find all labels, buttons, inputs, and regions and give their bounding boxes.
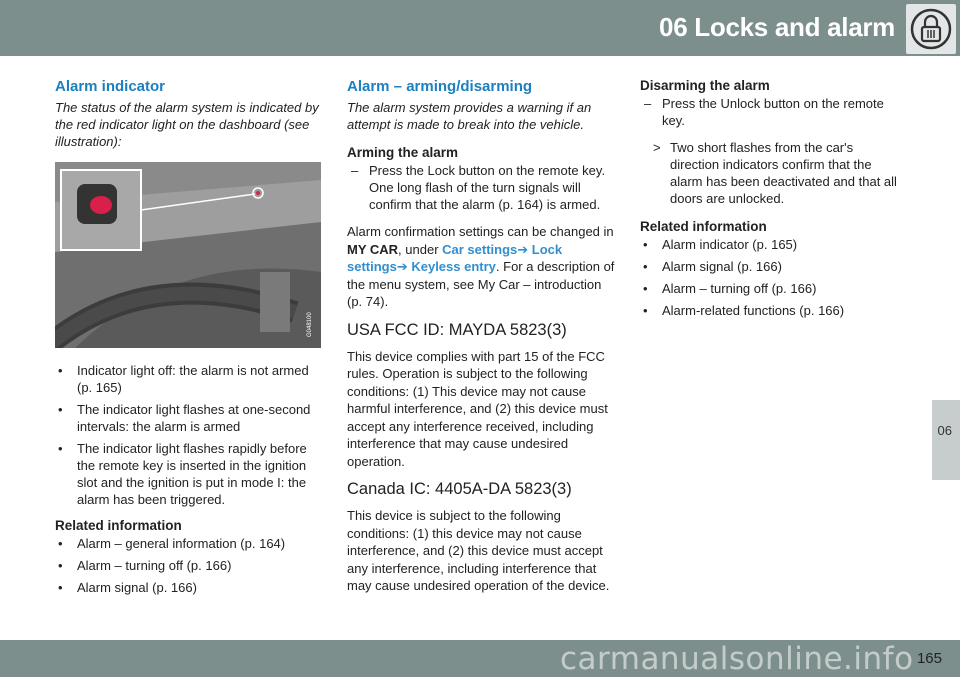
section-title-alarm-indicator: Alarm indicator: [55, 78, 166, 95]
fcc-id-title: USA FCC ID: MAYDA 5823(3): [347, 320, 567, 339]
menu-path: Car settings➔ Lock settings➔ Keyless entry: [347, 241, 563, 274]
indicator-states-list: [55, 362, 325, 508]
lock-icon: [906, 4, 956, 54]
page-number: 165: [916, 650, 942, 667]
disarm-title: Disarming the alarm: [640, 78, 770, 93]
confirm-settings-text: [347, 223, 617, 311]
ic-title: Canada IC: 4405A-DA 5823(3): [347, 480, 572, 498]
list-item: • The indicator light flashes rapidly before the remote key is inserted in the ignition slot and the ignition is put in mode I: the alarm has been triggered.: [55, 440, 325, 508]
ic-text: This device is subject to the following conditions: (1) this device may not cause interference, and (2) this device must accept any interference, including interference that may cause undesired operation of the device.: [347, 508, 610, 593]
arming-steps: [347, 162, 617, 213]
illustration-code: G048100: [307, 312, 313, 337]
related-link[interactable]: • Alarm signal (p. 166): [55, 579, 325, 596]
list-item: • The indicator light flashes at one-second intervals: the alarm is armed: [55, 401, 325, 435]
watermark: carmanualsonline.info: [560, 641, 914, 677]
fcc-text: This device complies with part 15 of the FCC rules. Operation is subject to the following conditions: (1) This device may not cause harmful interference, and (2) this device must accept any interference received, including interference that may cause undesired operation.: [347, 348, 608, 469]
disarm-steps: [640, 95, 905, 129]
chapter-side-label: 06: [937, 423, 952, 438]
arming-intro: The alarm system provides a warning if an attempt is made to break into the vehicle.: [347, 100, 592, 132]
column-alarm-indicator: [55, 78, 325, 606]
column-arming-disarming: [347, 78, 617, 605]
column-disarming: [640, 78, 905, 329]
related-link[interactable]: • Alarm-related functions (p. 166): [640, 302, 905, 319]
dashboard-illustration: [55, 162, 321, 348]
related-link[interactable]: • Alarm indicator (p. 165): [640, 236, 905, 253]
page-header: [0, 0, 960, 56]
list-item: • Indicator light off: the alarm is not armed (p. 165): [55, 362, 325, 396]
text-fragment: Alarm confirmation settings can be changed in: [347, 224, 614, 239]
disarm-result: [640, 139, 905, 207]
related-link[interactable]: • Alarm – turning off (p. 166): [55, 557, 325, 574]
related-info-title: Related information: [55, 518, 182, 533]
related-info-title: Related information: [640, 219, 767, 234]
text-fragment: , under: [398, 241, 443, 257]
chapter-side-tab: [932, 400, 960, 480]
section-title-arming: Alarm – arming/disarming: [347, 78, 533, 95]
result-marker: >: [653, 140, 661, 155]
related-link[interactable]: • Alarm – turning off (p. 166): [640, 280, 905, 297]
lock-icon-box: [906, 4, 956, 54]
related-info-list: [55, 535, 325, 596]
related-link[interactable]: • Alarm – general information (p. 164): [55, 535, 325, 552]
related-info-list: [640, 236, 905, 319]
result-text: Two short flashes from the car's direction indicators confirm that the alarm has been deactivated and that all doors are unlocked.: [670, 140, 897, 206]
alarm-indicator-intro: The status of the alarm system is indicated by the red indicator light on the dashboard (see illustration):: [55, 100, 319, 149]
arming-title: Arming the alarm: [347, 145, 459, 160]
related-link[interactable]: • Alarm signal (p. 166): [640, 258, 905, 275]
text-fragment: . For a description of the menu system, see My Car – introduction (p. 74).: [347, 259, 615, 309]
chapter-title: 06 Locks and alarm: [659, 12, 895, 42]
menu-mycar: MY CAR: [347, 241, 399, 257]
step-item: – Press the Lock button on the remote key. One long flash of the turn signals will confirm that the alarm (p. 164) is armed.: [347, 162, 617, 213]
step-item: – Press the Unlock button on the remote key.: [640, 95, 905, 129]
